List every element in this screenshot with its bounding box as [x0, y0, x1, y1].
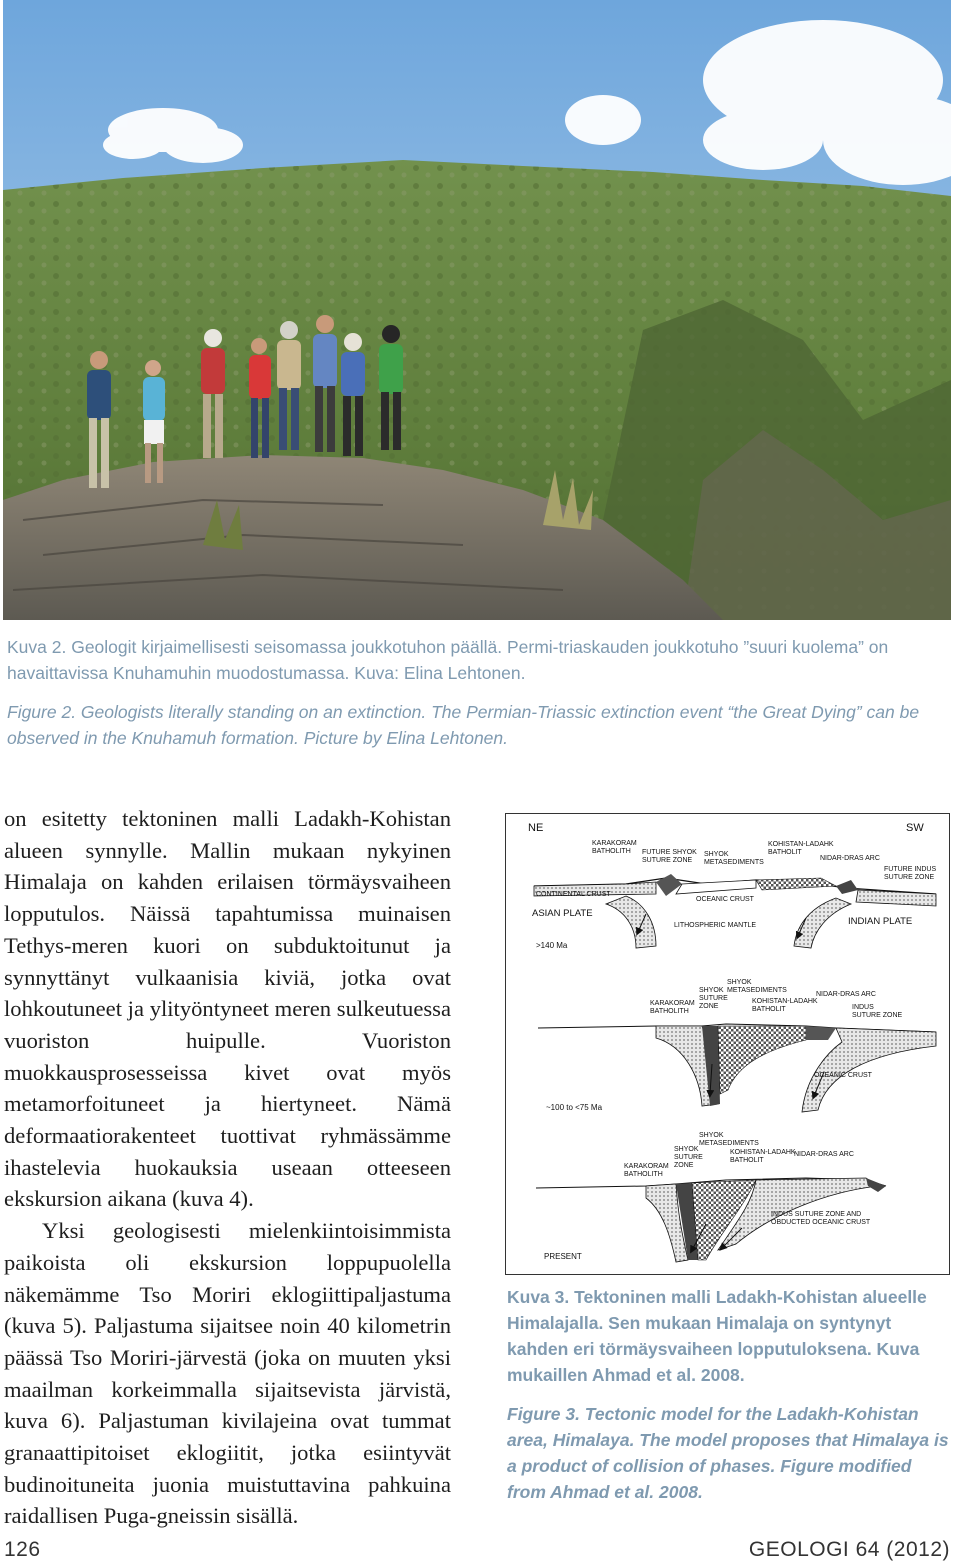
p2-karakoram-l2: BATHOLITH	[650, 1008, 689, 1015]
field-photo	[3, 0, 951, 620]
p1-future-indus-l1: FUTURE INDUS	[884, 866, 937, 873]
p3-karakoram-l1: KARAKORAM	[624, 1163, 669, 1170]
p2-kohistan-l2: BATHOLIT	[752, 1006, 786, 1013]
p2-shyok-meta-l1: SHYOK	[727, 979, 752, 986]
p3-karakoram-l2: BATHOLITH	[624, 1171, 663, 1178]
body-paragraph-2: Yksi geologisesti mielenkiintoisimmista paikoista oli ekskursion loppupuolella näkemämme Tso Moriri eklogiittipaljastuma (kuva 5). Paljastuma sijaitsee noin 40 kilometrin päässä Tso Moriri-järvestä (joka on muuten yksi maailman korkeimmalla sijaitsevista järvistä, kuva 6). Paljastuman kivilajeina ovat tummat granaattipitoiset eklogiitit, jotka esiintyvät budinoituneita juonia muistuttavina pahkuina raidallisen Puga-gneissin sisällä.	[4, 1218, 451, 1529]
panel-3	[536, 1132, 886, 1262]
caption-figure-2-finnish: Kuva 2. Geologit kirjaimellisesti seisomassa joukkotuhon päällä. Permi-triaskauden joukkotuho ”suuri kuolema” on havaittavissa Knuhamuhin muodostumassa. Kuva: Elina Lehtonen.	[7, 637, 889, 683]
p1-future-indus-l2: SUTURE ZONE	[884, 874, 935, 881]
field-photo-illustration	[3, 0, 951, 620]
p1-kohistan-l2: BATHOLIT	[768, 849, 802, 856]
p1-shyok-meta-l1: SHYOK	[704, 851, 729, 858]
p3-indus-l2: OBDUCTED OCEANIC CRUST	[771, 1219, 871, 1226]
p1-future-shyok-l2: SUTURE ZONE	[642, 857, 693, 864]
p2-oceanic: OCEANIC CRUST	[814, 1072, 872, 1079]
caption-figure-3-finnish: Kuva 3. Tektoninen malli Ladakh-Kohistan alueelle Himalajalla. Sen mukaan Himalaja on syntynyt kahden eri törmäysvaiheen lopputuloksena. Kuva mukaillen Ahmad et al. 2008.	[507, 1287, 927, 1385]
p2-shyok-suture-l3: ZONE	[699, 1003, 719, 1010]
p2-kohistan-l1: KOHISTAN-LADAHK	[752, 998, 818, 1005]
p3-shyok-meta-l2: METASEDIMENTS	[699, 1140, 759, 1147]
p3-shyok-meta-l1: SHYOK	[699, 1132, 724, 1139]
tectonic-model-figure	[505, 813, 950, 1275]
p1-future-shyok-l1: FUTURE SHYOK	[642, 849, 697, 856]
p1-kohistan-l1: KOHISTAN-LADAHK	[768, 841, 834, 848]
p1-asian-plate: ASIAN PLATE	[532, 908, 593, 919]
p3-shyok-suture-l1: SHYOK	[674, 1146, 699, 1153]
p1-age: >140 Ma	[536, 941, 568, 950]
body-paragraph-1: on esitetty tektoninen malli Ladakh-Kohistan alueen synnylle. Mallin mukaan nykyinen Himalaja on kahden erilaisen törmäysvaiheen lopputulos. Näissä tapahtumissa muinaisen Tethys-meren kuori on subduktoitunut ja synnyttänyt vulkaanisia kiviä, jotka ovat lohkoutuneet ja ylityöntyneet meren sulkeutuessa vuoriston huipulle. Vuoriston muokkausprosesseissa kivet ovat myös metamorfoituneet ja hiertyneet. Nämä deformaatiorakenteet tuottivat ryhmässämme ihastelevia huokauksia useaan otteeseen ekskursion aikana (kuva 4).	[4, 806, 451, 1212]
journal-issue: GEOLOGI 64 (2012)	[748, 1538, 950, 1561]
tectonic-model-diagram	[506, 814, 948, 1273]
p2-age: ~100 to <75 Ma	[546, 1103, 603, 1112]
compass-ne: NE	[528, 822, 544, 834]
caption-figure-2	[7, 634, 947, 751]
p2-nidar: NIDAR-DRAS ARC	[816, 991, 876, 998]
p1-shyok-meta-l2: METASEDIMENTS	[704, 859, 764, 866]
p1-karakoram-l2: BATHOLITH	[592, 848, 631, 855]
p1-continental: CONTINENTAL CRUST	[536, 891, 611, 898]
p3-age: PRESENT	[544, 1252, 582, 1261]
p2-indus-l2: SUTURE ZONE	[852, 1012, 903, 1019]
page-number: 126	[4, 1538, 41, 1561]
p2-shyok-suture-l2: SUTURE	[699, 995, 728, 1002]
p3-shyok-suture-l2: SUTURE	[674, 1154, 703, 1161]
caption-figure-3	[507, 1284, 952, 1505]
p1-nidar: NIDAR-DRAS ARC	[820, 855, 880, 862]
p1-indian-plate: INDIAN PLATE	[848, 916, 913, 927]
p3-kohistan-l2: BATHOLIT	[730, 1157, 764, 1164]
p1-mantle: LITHOSPHERIC MANTLE	[674, 922, 757, 929]
caption-figure-3-english: Figure 3. Tectonic model for the Ladakh-Kohistan area, Himalaya. The model proposes that Himalaya is a product of collision of phases. Figure modified from Ahmad et al. 2008.	[507, 1404, 949, 1502]
p2-shyok-meta-l2: METASEDIMENTS	[727, 987, 787, 994]
compass-sw: SW	[906, 822, 924, 834]
p2-karakoram-l1: KARAKORAM	[650, 1000, 695, 1007]
p3-shyok-suture-l3: ZONE	[674, 1162, 694, 1169]
p2-shyok-suture-l1: SHYOK	[699, 987, 724, 994]
p3-indus-l1: INDUS SUTURE ZONE AND	[771, 1211, 862, 1218]
panel-2	[538, 979, 936, 1112]
panel-1	[532, 840, 936, 950]
p3-nidar: NIDAR-DRAS ARC	[794, 1151, 854, 1158]
article-body	[4, 803, 451, 1532]
caption-figure-2-english: Figure 2. Geologists literally standing on an extinction. The Permian-Triassic extinction event “the Great Dying” can be observed in the Knuhamuh formation. Picture by Elina Lehtonen.	[7, 702, 920, 748]
p2-indus-l1: INDUS	[852, 1004, 874, 1011]
p1-oceanic: OCEANIC CRUST	[696, 896, 754, 903]
p1-karakoram-l1: KARAKORAM	[592, 840, 637, 847]
p3-kohistan-l1: KOHISTAN-LADAHK	[730, 1149, 796, 1156]
